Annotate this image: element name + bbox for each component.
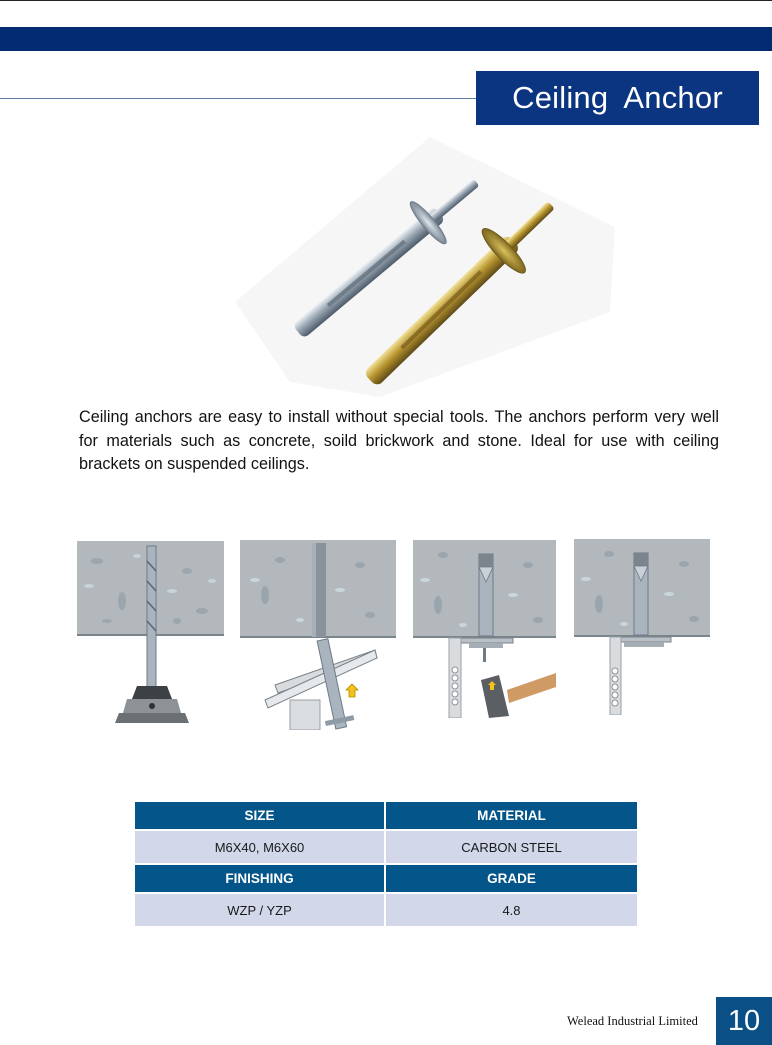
- description-text: Ceiling anchors are easy to install without special tools. The anchors perform very well for materials such as concrete, soild brickwork and stone. Ideal for use with ceiling brackets on suspended ceilings.: [79, 408, 719, 473]
- spec-table: [135, 802, 637, 926]
- table-row: [135, 894, 637, 926]
- table-header-row: [135, 865, 637, 892]
- footer-company-name: Welead Industrial Limited: [567, 1014, 698, 1028]
- header-size: SIZE: [135, 802, 384, 829]
- header-band: [0, 27, 772, 51]
- page-title: Ceiling Anchor: [476, 71, 759, 125]
- page-number: 10: [716, 997, 772, 1045]
- step-4-installed-image: [574, 539, 710, 715]
- step-2-insert-image: [240, 540, 396, 730]
- product-description: [79, 406, 719, 477]
- table-row: [135, 831, 637, 863]
- header-material: MATERIAL: [386, 802, 637, 829]
- cell-grade-value: 4.8: [386, 894, 637, 926]
- header-finishing: FINISHING: [135, 865, 384, 892]
- title-rule: [0, 98, 478, 99]
- header-grade: GRADE: [386, 865, 637, 892]
- cell-finishing-value: WZP / YZP: [135, 894, 384, 926]
- step-3-hammer-image: [413, 540, 556, 718]
- cell-size-value: M6X40, M6X60: [135, 831, 384, 863]
- step-1-drill-image: [77, 541, 224, 723]
- table-header-row: [135, 802, 637, 829]
- top-rule: [0, 0, 772, 1]
- product-image: [230, 132, 620, 402]
- cell-material-value: CARBON STEEL: [386, 831, 637, 863]
